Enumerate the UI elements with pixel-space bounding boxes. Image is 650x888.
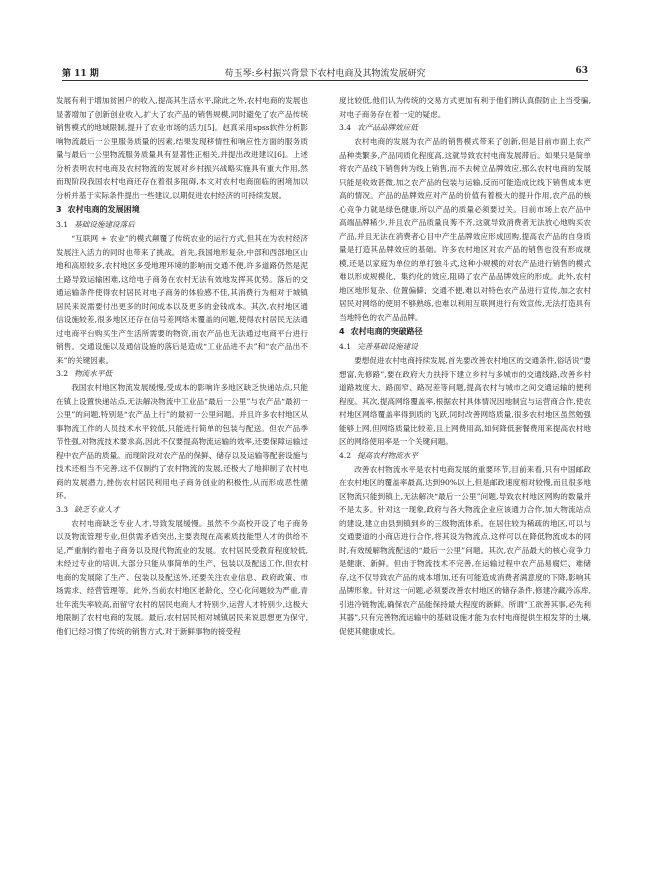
subsection-number: 3.4 [339,123,352,132]
running-title: 苟玉琴:乡村振兴背景下农村电商及其物流发展研究 [224,69,426,79]
paragraph: 要想促进农村电商持续发展,首先要改善农村地区的交通条件,俗话说“要想富,先修路”,要在政府大力扶持下建立乡村与多城市的交通线路,改善乡村道路坡度大、路面窄、路况差等问题,提高农村与城市之间交通运输的便利程度。其次,提高网络覆盖率,根据农村具体情况因地制宜与运营商合作,使农村地区网络覆盖率得到质的飞跃,同时改善网络质量,很多农村地区虽然勉强能够上网,但网络质量比较差,且上网费用高,如何降低套餐费用来提高农村地区的网络使用率是一个关键问题。 [339,356,591,446]
subsection-title: 缺乏专业人才 [74,504,120,514]
paragraph: 度比较低,他们认为传统的交易方式更加有利于他们辨认真假防止上当受骗,对电子商务存在着一定的疑虑。 [339,96,591,119]
right-column [339,94,591,638]
paragraph: “互联网 + 农业”的模式颠覆了传统农业的运行方式,但其在为农村经济发展注入活力的同时也带来了挑战。首先,我国地形复杂,中部和西部地区山地和高原较多,农村地区多受地理环境的影响而交通不便,许多道路仍然是泥土路导致运输困难,这给电子商务在农村无法有效地发挥其优势。落后的交通运输条件使得农村居民对电子商务的体验感不佳,其消费行为相对于城镇居民来说需要付出更多的时间成本以及更多的金钱成本。其次,农村地区通信设施较差,很多地区还存在信号差网络未覆盖的问题,使得农村居民无法通过电商平台购买生产生活所需要的物资,而农产品也无法通过电商平台进行销售。交通设施以及通信设施的落后是造成“工业品进不去”和“农产品出不来”的关键因素。 [56,234,308,365]
subsection-heading [339,121,591,135]
section-number: 4 [339,327,345,336]
subsection-number: 3.2 [56,369,69,378]
subsection-heading [56,503,308,517]
section-title: 农村电商的突破路径 [350,327,423,336]
running-header [62,66,588,81]
page-number: 63 [575,66,588,76]
paragraph: 我国农村地区物流发展缓慢,受成本的影响许多地区缺乏快递站点,只能在镇上设置快递站点,无法解决物流中工业品“最后一公里”与农产品“最初一公里”的问题,特别是“农产品上行”的最初一公里问题。并且许多农村地区从事物流工作的人员技术水平较低,只能进行简单的包装与配送。但农产品季节性强,对物流技术要求高,因此不仅要提高物流运输的效率,还要保障运输过程中农产品的质量。而现阶段对农产品的保鲜、储存以及运输等配套设施与技术还相当不完善,这不仅制约了农村物流的发展,还极大了地抑制了农村电商的发展潜力,挫伤农村居民利用电子商务创业的积极性,从而形成恶性循环。 [56,383,308,500]
subsection-heading [339,340,591,354]
issue-number: 第 11 期 [62,69,99,79]
section-number: 3 [56,205,62,214]
subsection-title: 提高农村物流水平 [357,450,418,460]
section-heading [339,325,591,339]
section-title: 农村电商的发展困境 [67,205,140,214]
section-heading [56,203,308,217]
subsection-number: 3.1 [56,220,69,229]
subsection-heading [339,449,591,463]
paragraph: 发展有利于增加贫困户的收入,提高其生活水平,除此之外,农村电商的发展也显著增加了创新创业收入,扩大了农产品的销售规模,同时避免了农产品传统销售模式的地域限制,提升了农业市场的活力[5]。赵真采用spss软件分析影响物流最后一公里服务质量的因素,结果发现移情性和响应性方面的服务质量与最后一公里物流服务质量具有显著性正相关,并提出改进建议[6]。上述分析表明农村电商及农村物流的发展对乡村振兴战略实施具有重大作用,然而现阶段我国农村电商还存在着很多阻碍,本文对农村电商面临的困境加以分析并基于实际条件提出一些建议,以期促进农村经济的可持续发展。 [56,96,308,200]
paragraph: 改善农村物流水平是农村电商发展的重要环节,目前来看,只有中国邮政在农村地区的覆盖率最高,达到90%以上,但是邮政速度相对较慢,而且很多地区物流只能到镇上,无法解决“最后一公里”问题,导致农村地区网购的数量并不是太多。针对这一现象,政府与各大物流企业应该通力合作,加大物流站点的建设,建立由县到镇到乡的三级物流体系。在居住较为稀疏的地区,可以与交通要道的小商店进行合作,将其设为物流点,这样可以在降低物流成本的同时,有效缓解物流配送的“最后一公里”问题。其次,农产品最大的核心竞争力是健康、新鲜。但由于物流技术不完善,在运输过程中农产品易腐烂、难储存,这不仅导致农产品的成本增加,还有可能造成消费者满意度的下降,影响其品牌形象。针对这一问题,必须要改善农村地区的储存条件,修建冷藏冷冻库,引进冷链物流,确保农产品能保持最大程度的新鲜。所谓“工欲善其事,必先利其器”,只有完善物流运输中的基础设施才能为农村电商提供生根发芽的土壤,促使其健康成长。 [339,464,591,636]
subsection-title: 农产品品牌效应低 [357,123,418,132]
subsection-heading [56,218,308,232]
paragraph: 农村电商的发展为农产品的销售模式带来了创新,但是目前市面上农产品种类繁多,产品同质化程度高,这就导致农村电商发展滞后。如果只是简单将农产品线下销售转为线上销售,而不去树立品牌效应,那么农村电商的发展只能是收效甚微,加之农产品的包装与运输,反而可能造成比线下销售成本更高的情况。产品的品牌效应对产品的价值有着极大的提升作用,农产品的核心竞争力就是绿色健康,所以产品的质量必须要过关。目前市场上农产品中高端品牌稀少,并且农产品质量良莠不齐,这就导致消费者无法放心地购买农产品,并且无法在消费者心目中产生品牌效应形成回购,提高农产品的自身质量是打造其品牌效应的基础。许多农村地区对农产品的销售也没有形成规模,还是以家庭为单位的单打独斗式,这种小规模的对农产品进行销售的模式难以形成规模化、集约化的效应,阻碍了农产品品牌效应的形成。此外,农村地区地形复杂、位置偏僻、交通不便,难以对特色农产品进行宣传,加之农村居民对网络的使用不够熟练,也难以利用互联网进行有效宣传,无法打造具有当地特色的农产品品牌。 [339,137,591,322]
left-column [56,94,308,638]
subsection-title: 物流水平低 [74,369,113,378]
subsection-title: 完善基础设施建设 [357,342,418,351]
subsection-number: 4.1 [339,342,352,351]
paragraph: 农村电商缺乏专业人才,导致发展缓慢。虽然不少高校开设了电子商务以及物流管理专业,但供需矛盾突出,主要表现在高素质技能型人才的供给不足,严重制约着电子商务以及现代物流业的发展。农村居民受教育程度较低,未经过专业的培训,大部分只能从事简单的生产、包装以及配送工作,但农村电商的发展除了生产、包装以及配送外,还要关注农业信息、政府政策、市场需求、经营管理等。此外,当前农村地区老龄化、空心化问题较为严重,青壮年流失率较高,而留守农村的居民电商人才特别少,运营人才特别少,这极大地限制了农村电商的发展。最后,农村居民相对城镇居民来说思想更为保守,他们已经习惯了传统的销售方式,对于新鲜事物的接受程 [56,518,308,636]
subsection-heading [56,367,308,381]
subsection-number: 3.3 [56,504,69,514]
subsection-title: 基础设施建设落后 [74,220,135,229]
subsection-number: 4.2 [339,450,352,460]
